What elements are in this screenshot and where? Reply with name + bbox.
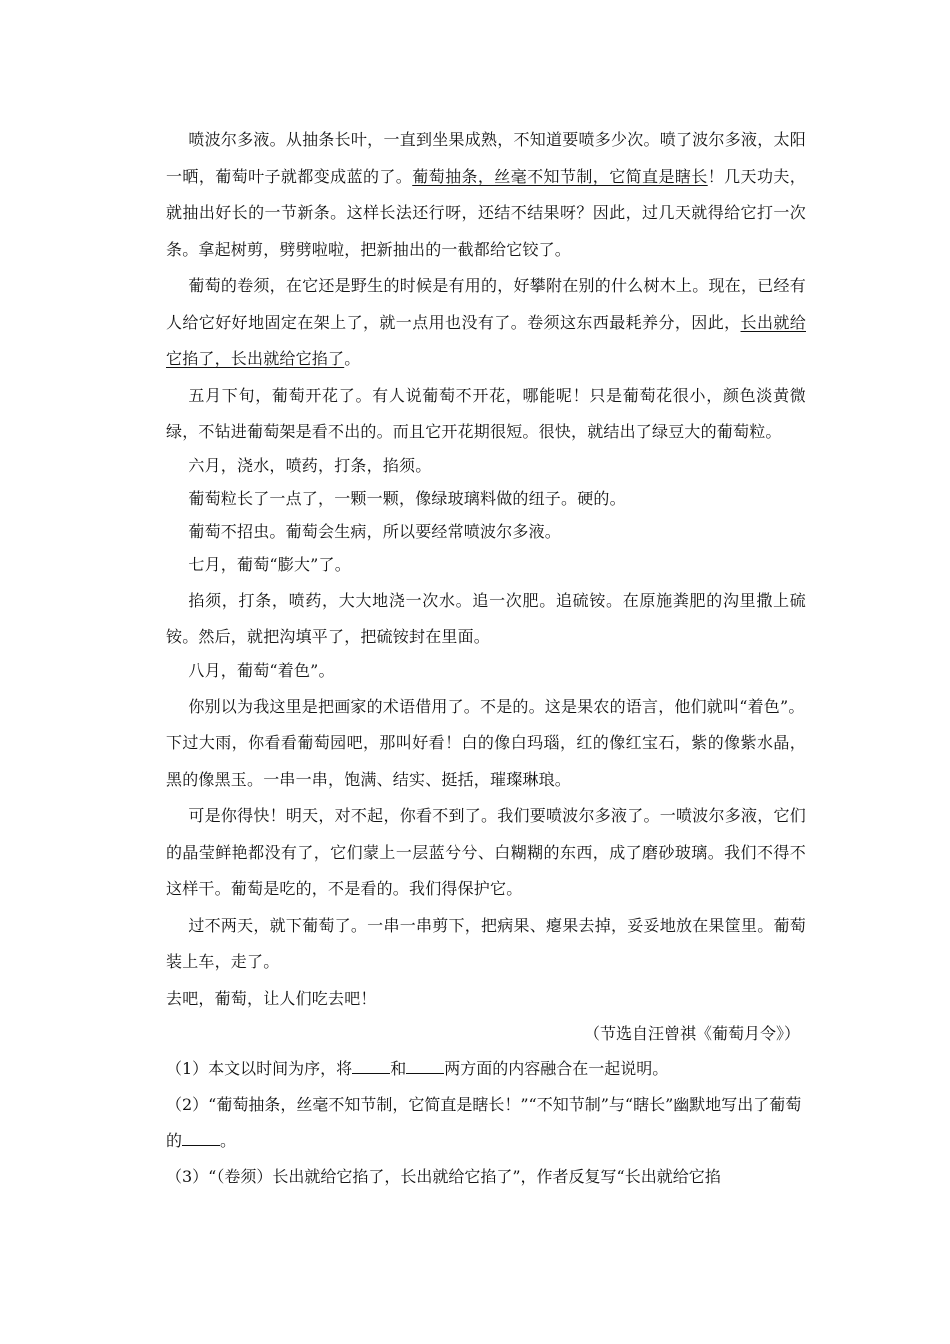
question-2: （2）“葡萄抽条，丝毫不知节制，它简直是瞎长！”“不知节制”与“瞎长”幽默地写出了葡萄的 。 [166,1095,802,1150]
paragraph-11: 下过大雨，你看看葡萄园吧，那叫好看！白的像白玛瑙，红的像红宝石，紫的像紫水晶，黑的像黑玉。一串一串，饱满、结实、挺括，璀璨琳琅。 [166,733,806,789]
question-1: （1）本文以时间为序，将 和 两方面的内容融合在一起说明。 [166,1059,669,1078]
paragraph-5: 葡萄粒长了一点了，一颗一颗，像绿玻璃料做的纽子。硬的。 [188,488,626,508]
paragraph-8: 掐须，打条，喷药，大大地浇一次水。追一次肥。追硫铵。在原施粪肥的沟里撒上硫铵。然后，就把沟填平了，把硫铵封在里面。 [166,590,806,646]
paragraph-9: 八月，葡萄“着色”。 [188,660,335,680]
paragraph-4: 六月，浇水，喷药，打条，掐须。 [188,455,432,475]
paragraph-13: 过不两天，就下葡萄了。一串一串剪下，把病果、瘪果去掉，妥妥地放在果筐里。葡萄装上车，走了。 [166,915,806,971]
paragraph-1: 喷波尔多液。从抽条长叶，一直到坐果成熟，不知道要喷多少次。喷了波尔多液，太阳一晒，葡萄叶子就都变成蓝的了。葡萄抽条，丝毫不知节制，它简直是瞎长！几天功夫，就抽出好长的一节新条。这样长法还行呀，还结不结果呀？因此，过几天就得给它打一次条。拿起树剪，劈劈啦啦，把新抽出的一截都给它铰了。 [166,130,806,259]
answer-blank[interactable] [182,1131,220,1146]
paragraph-7: 七月，葡萄“膨大”了。 [188,554,351,574]
paragraph-10: 你别以为我这里是把画家的术语借用了。不是的。这是果农的语言，他们就叫“着色”。 [188,696,805,716]
answer-blank[interactable] [352,1059,390,1074]
underlined-sentence-2: 长出就给它掐了，长出就给它掐了 [166,312,806,368]
question-3: （3）“（卷须）长出就给它掐了，长出就给它掐了”，作者反复写“长出就给它掐 [166,1167,721,1186]
paragraph-14: 去吧，葡萄，让人们吃去吧！ [166,988,377,1008]
paragraph-6: 葡萄不招虫。葡萄会生病，所以要经常喷波尔多液。 [188,521,561,541]
answer-blank[interactable] [406,1059,444,1074]
paragraph-3: 五月下旬，葡萄开花了。有人说葡萄不开花，哪能呢！只是葡萄花很小，颜色淡黄微绿，不钻进葡萄架是看不出的。而且它开花期很短。很快，就结出了绿豆大的葡萄粒。 [166,385,806,441]
paragraph-2: 葡萄的卷须，在它还是野生的时候是有用的，好攀附在别的什么树木上。现在，已经有人给它好好地固定在架上了，就一点用也没有了。卷须这东西最耗养分，因此，长出就给它掐了，长出就给它掐了。 [166,276,806,368]
passage [166,122,806,1195]
source-citation: （节选自汪曾祺《葡萄月令》） [583,1024,800,1043]
paragraph-12: 可是你得快！明天，对不起，你看不到了。我们要喷波尔多液了。一喷波尔多液，它们的晶莹鲜艳都没有了，它们蒙上一层蓝兮兮、白糊糊的东西，成了磨砂玻璃。我们不得不这样干。葡萄是吃的，不是看的。我们得保护它。 [166,806,806,898]
underlined-sentence-1: 葡萄抽条，丝毫不知节制，它简直是瞎长 [412,166,708,186]
